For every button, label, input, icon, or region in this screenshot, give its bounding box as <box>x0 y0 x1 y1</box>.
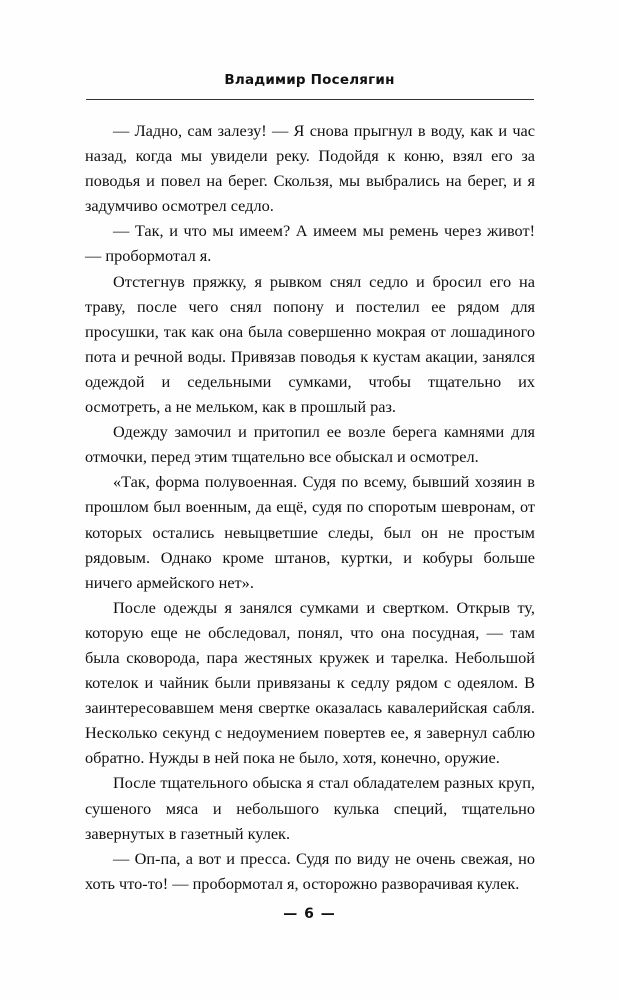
page-body <box>85 118 535 896</box>
page-header <box>0 72 619 100</box>
page-number: — 6 — <box>283 906 336 922</box>
header-divider <box>86 99 534 100</box>
paragraph: После одежды я занялся сумками и свертком. Открыв ту, которую еще не обследовал, понял, что она посудная, — там была сковорода, пара жестяных кружек и тарелка. Небольшой котелок и чайник были привязаны к седлу рядом с одеялом. В заинтересовавшем меня свертке оказалась кавалерийская сабля. Несколько секунд с недоумением повертев ее, я завернул саблю обратно. Нужды в ней пока не было, хотя, конечно, оружие. <box>85 597 535 768</box>
paragraph: — Так, и что мы имеем? А имеем мы ремень через живот! — пробормотал я. <box>85 221 535 266</box>
paragraph: Отстегнув пряжку, я рывком снял седло и бросил его на траву, после чего снял попону и постелил ее рядом для просушки, так как она была совершенно мокрая от лошадиного пота и речной воды. Привязав поводья к кустам акации, занялся одеждой и седельными сумками, чтобы тщательно их осмотреть, а не мельком, как в прошлый раз. <box>85 271 535 417</box>
running-head: Владимир Поселягин <box>224 72 395 88</box>
paragraph: После тщательного обыска я стал обладателем разных круп, сушеного мяса и небольшого кулька специй, тщательно завернутых в газетный кулек. <box>85 773 535 843</box>
page-footer <box>0 905 619 923</box>
paragraph: Одежду замочил и притопил ее возле берега камнями для отмочки, перед этим тщательно все обыскал и осмотрел. <box>85 422 535 467</box>
paragraph: — Ладно, сам залезу! — Я снова прыгнул в воду, как и час назад, когда мы увидели реку. Подойдя к коню, взял его за поводья и повел на берег. Скользя, мы выбрались на берег, и я задумчиво осмотрел седло. <box>85 121 535 216</box>
paragraph: — Оп-па, а вот и пресса. Судя по виду не очень свежая, но хоть что-то! — пробормотал я, осторожно разворачивая кулек. <box>85 848 535 893</box>
paragraph: «Так, форма полувоенная. Судя по всему, бывший хозяин в прошлом был военным, да ещё, судя по споротым шевронам, от которых остались невыцветшие следы, был он не простым рядовым. Однако кроме штанов, куртки, и кобуры больше ничего армейского нет». <box>85 472 535 592</box>
